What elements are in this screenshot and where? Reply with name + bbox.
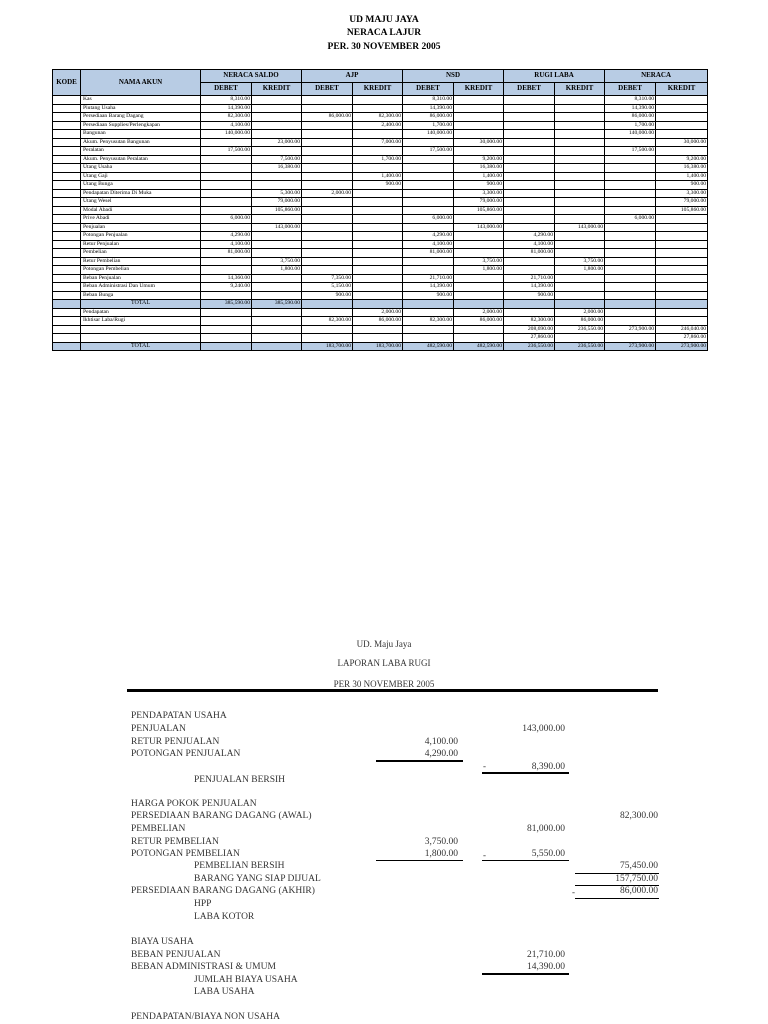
kredit-cell: 86,000.00: [454, 317, 504, 326]
debet-cell: 208,690.00: [504, 325, 555, 334]
debet-cell: 82,300.00: [403, 317, 454, 326]
lr-potongan-penjualan: POTONGAN PENJUALAN: [131, 749, 241, 759]
debet-cell: 5,150.00: [302, 283, 353, 292]
debet-cell: 273,900.00: [605, 342, 656, 351]
kredit-cell: 16,380.00: [454, 164, 504, 173]
kredit-cell: 385,590.00: [252, 300, 302, 309]
kredit-cell: 7,500.00: [252, 155, 302, 164]
lr-penjualan-bersih-val: 8,390.00: [531, 762, 565, 772]
debet-cell: 82,300.00: [302, 317, 353, 326]
account-name: Persediaan Barang Dagang: [81, 113, 201, 122]
debet-cell: 82,300.00: [201, 113, 252, 122]
kredit-cell: 2,400.00: [353, 121, 403, 130]
kredit-cell: 900.00: [656, 181, 708, 190]
kredit-cell: 1,800.00: [454, 266, 504, 275]
lr-persediaan-awal: PERSEDIAAN BARANG DAGANG (AWAL): [131, 811, 312, 821]
lr-potongan-pembelian-val: 1,800.00: [424, 849, 458, 859]
kredit-cell: 3,750.00: [252, 257, 302, 266]
lr-period: PER 30 NOVEMBER 2005: [333, 679, 435, 689]
debet-cell: 17,500.00: [605, 147, 656, 156]
account-name: Ikhtisar Laba/Rugi: [81, 317, 201, 326]
lr-beban-penjualan-val: 21,710.00: [527, 950, 565, 960]
debet-cell: 4,290.00: [201, 232, 252, 241]
lr-non-usaha: PENDAPATAN/BIAYA NON USAHA: [131, 1012, 280, 1022]
col-kode: KODE: [53, 70, 81, 96]
lr-title: LAPORAN LABA RUGI: [337, 658, 431, 668]
kredit-cell: 30,000.00: [454, 138, 504, 147]
kredit-cell: 9,200.00: [656, 155, 708, 164]
kredit-cell: 79,000.00: [252, 198, 302, 207]
debet-cell: 81,000.00: [201, 249, 252, 258]
kredit-cell: 5,300.00: [252, 189, 302, 198]
lr-laba-kotor: LABA KOTOR: [194, 912, 255, 922]
kredit-cell: 246,040.00: [656, 325, 708, 334]
debet-cell: 1,700.00: [605, 121, 656, 130]
col-kredit: KREDIT: [353, 83, 403, 96]
debet-cell: 82,300.00: [504, 317, 555, 326]
debet-cell: 14,390.00: [201, 104, 252, 113]
account-name: Bangunan: [81, 130, 201, 139]
debet-cell: 4,100.00: [504, 240, 555, 249]
lr-biaya-usaha: BIAYA USAHA: [131, 937, 194, 947]
account-name: Potongan Penjualan: [81, 232, 201, 241]
debet-cell: 6,000.00: [605, 215, 656, 224]
debet-cell: 7,350.00: [302, 274, 353, 283]
kredit-cell: 3,300.00: [454, 189, 504, 198]
account-name: Beban Administrasi Dan Umum: [81, 283, 201, 292]
debet-cell: 86,000.00: [403, 113, 454, 122]
report-title: NERACA LAJUR: [346, 28, 422, 38]
lr-barang-siap: BARANG YANG SIAP DIJUAL: [194, 874, 321, 884]
kredit-cell: 16,380.00: [656, 164, 708, 173]
total-label: TOTAL: [81, 300, 201, 309]
debet-cell: 86,000.00: [302, 113, 353, 122]
lr-pembelian: PEMBELIAN: [131, 824, 186, 834]
debet-cell: 4,290.00: [504, 232, 555, 241]
debet-cell: 4,290.00: [403, 232, 454, 241]
group-ajp: AJP: [302, 70, 403, 83]
kredit-cell: 105,860.00: [454, 206, 504, 215]
debet-cell: 183,700.00: [302, 342, 353, 351]
lr-retur-penjualan-val: 4,100.00: [424, 737, 458, 747]
account-name: Beban Penjualan: [81, 274, 201, 283]
lr-beban-admin: BEBAN ADMINISTRASI & UMUM: [131, 962, 276, 972]
debet-cell: 14,360.00: [201, 274, 252, 283]
account-name: Prive Abadi: [81, 215, 201, 224]
lr-company: UD. Maju Jaya: [356, 639, 412, 649]
kredit-cell: 143,000.00: [252, 223, 302, 232]
minus-sign: -: [483, 761, 486, 771]
kredit-cell: 236,550.00: [555, 325, 605, 334]
account-name: Pembelian: [81, 249, 201, 258]
col-debet: DEBET: [605, 83, 656, 96]
kredit-cell: 900.00: [454, 181, 504, 190]
debet-cell: 140,000.00: [605, 130, 656, 139]
kredit-cell: 3,750.00: [555, 257, 605, 266]
col-kredit: KREDIT: [555, 83, 605, 96]
col-debet: DEBET: [504, 83, 555, 96]
account-name: Pendapatan Diterima Di Muka: [81, 189, 201, 198]
lr-penjualan-bersih: PENJUALAN BERSIH: [194, 775, 286, 785]
kredit-cell: 86,000.00: [555, 317, 605, 326]
minus-sign: -: [483, 850, 486, 860]
lr-beban-admin-val: 14,390.00: [527, 962, 565, 972]
debet-cell: 21,710.00: [403, 274, 454, 283]
kredit-cell: 1,400.00: [656, 172, 708, 181]
debet-cell: 140,000.00: [201, 130, 252, 139]
debet-cell: 236,550.00: [504, 342, 555, 351]
debet-cell: 900.00: [302, 291, 353, 300]
debet-cell: 81,000.00: [504, 249, 555, 258]
kredit-cell: 1,800.00: [252, 266, 302, 275]
lr-retur-pembelian: RETUR PEMBELIAN: [131, 837, 219, 847]
account-name: Akum. Penyusutan Peralatan: [81, 155, 201, 164]
debet-cell: 4,100.00: [403, 240, 454, 249]
lr-penjualan-val: 143,000.00: [522, 724, 565, 734]
debet-cell: 14,390.00: [605, 104, 656, 113]
account-name: Potongan Pembelian: [81, 266, 201, 275]
kredit-cell: 16,380.00: [252, 164, 302, 173]
kredit-cell: 482,590.00: [454, 342, 504, 351]
debet-cell: 6,000.00: [201, 215, 252, 224]
debet-cell: 9,240.00: [201, 283, 252, 292]
debet-cell: 14,390.00: [403, 104, 454, 113]
account-name: Peralatan: [81, 147, 201, 156]
group-nsd: NSD: [403, 70, 504, 83]
group-neraca-saldo: NERACA SALDO: [201, 70, 302, 83]
subtotal-rule: [482, 860, 569, 861]
lr-pembelian-val: 81,000.00: [527, 824, 565, 834]
kredit-cell: 105,860.00: [656, 206, 708, 215]
kredit-cell: 82,300.00: [353, 113, 403, 122]
debet-cell: 273,900.00: [605, 325, 656, 334]
lr-penjualan: PENJUALAN: [131, 724, 186, 734]
kredit-cell: 236,550.00: [555, 342, 605, 351]
debet-cell: 4,100.00: [201, 240, 252, 249]
debet-cell: 8,310.00: [605, 96, 656, 105]
account-name: Persediaan Supplies/Perlengkapan: [81, 121, 201, 130]
debet-cell: 86,000.00: [605, 113, 656, 122]
col-kredit: KREDIT: [656, 83, 708, 96]
kredit-cell: 9,200.00: [454, 155, 504, 164]
col-kredit: KREDIT: [454, 83, 504, 96]
lr-laba-usaha: LABA USAHA: [194, 987, 255, 997]
debet-cell: 900.00: [504, 291, 555, 300]
lr-pembelian-bersih: PEMBELIAN BERSIH: [194, 861, 285, 871]
account-name: Utang Bunga: [81, 181, 201, 190]
subtotal-rule: [575, 898, 659, 899]
group-rugi-laba: RUGI LABA: [504, 70, 605, 83]
lr-retur-penjualan: RETUR PENJUALAN: [131, 737, 220, 747]
kredit-cell: 2,000.00: [555, 308, 605, 317]
kredit-cell: 79,000.00: [454, 198, 504, 207]
company-title: UD MAJU JAYA: [349, 15, 419, 25]
debet-cell: 8,310.00: [403, 96, 454, 105]
lr-potongan-pembelian: POTONGAN PEMBELIAN: [131, 849, 240, 859]
kredit-cell: 23,000.00: [252, 138, 302, 147]
kredit-cell: 143,000.00: [555, 223, 605, 232]
debet-cell: 6,000.00: [403, 215, 454, 224]
lr-persediaan-awal-val: 82,300.00: [620, 811, 658, 821]
debet-cell: 17,500.00: [403, 147, 454, 156]
kredit-cell: 79,000.00: [656, 198, 708, 207]
debet-cell: 14,390.00: [403, 283, 454, 292]
kredit-cell: 900.00: [353, 181, 403, 190]
kredit-cell: 3,750.00: [454, 257, 504, 266]
kredit-cell: 273,900.00: [656, 342, 708, 351]
debet-cell: 140,000.00: [403, 130, 454, 139]
debet-cell: 27,860.00: [504, 334, 555, 343]
lr-hpp: HPP: [194, 899, 212, 909]
lr-potongan-pembelian-total: 5,550.00: [531, 849, 565, 859]
kredit-cell: 27,860.00: [656, 334, 708, 343]
col-debet: DEBET: [201, 83, 252, 96]
kredit-cell: 86,000.00: [353, 317, 403, 326]
kredit-cell: 30,000.00: [656, 138, 708, 147]
subtotal-rule: [376, 760, 463, 762]
debet-cell: 4,100.00: [201, 121, 252, 130]
kredit-cell: 105,860.00: [252, 206, 302, 215]
kredit-cell: 1,400.00: [454, 172, 504, 181]
subtotal-rule: [482, 772, 569, 774]
debet-cell: 1,700.00: [403, 121, 454, 130]
debet-cell: 385,590.00: [201, 300, 252, 309]
account-name: Retur Pembelian: [81, 257, 201, 266]
debet-cell: 900.00: [403, 291, 454, 300]
group-neraca: NERACA: [605, 70, 708, 83]
account-name: Utang Usaha: [81, 164, 201, 173]
account-name: Modal Abadi: [81, 206, 201, 215]
debet-cell: 21,710.00: [504, 274, 555, 283]
debet-cell: 2,000.00: [302, 189, 353, 198]
kredit-cell: 2,000.00: [454, 308, 504, 317]
col-nama-akun: NAMA AKUN: [81, 70, 201, 96]
account-name: Retur Penjualan: [81, 240, 201, 249]
subtotal-rule: [376, 860, 463, 861]
debet-cell: 14,390.00: [504, 283, 555, 292]
lr-jumlah-biaya: JUMLAH BIAYA USAHA: [194, 975, 298, 985]
header-rule: [127, 689, 658, 692]
account-name: Akum. Penyusutan Bangunan: [81, 138, 201, 147]
lr-persediaan-akhir-val: 86,000.00: [620, 886, 658, 896]
account-name: Utang Wesel: [81, 198, 201, 207]
debet-cell: 8,310.00: [201, 96, 252, 105]
minus-sign: -: [572, 887, 575, 897]
lr-barang-siap-val: 157,750.00: [615, 874, 658, 884]
account-name: Piutang Usaha: [81, 104, 201, 113]
lr-hpp-head: HARGA POKOK PENJUALAN: [131, 799, 257, 809]
lr-retur-pembelian-val: 3,750.00: [424, 837, 458, 847]
lr-pembelian-bersih-val: 75,450.00: [620, 861, 658, 871]
total-label: TOTAL: [81, 342, 201, 351]
col-debet: DEBET: [302, 83, 353, 96]
subtotal-rule: [482, 973, 569, 975]
kredit-cell: 1,700.00: [353, 155, 403, 164]
report-period: PER. 30 NOVEMBER 2005: [327, 42, 441, 52]
debet-cell: 482,590.00: [403, 342, 454, 351]
kredit-cell: 2,000.00: [353, 308, 403, 317]
account-name: Beban Bunga: [81, 291, 201, 300]
account-name: Utang Gaji: [81, 172, 201, 181]
col-debet: DEBET: [403, 83, 454, 96]
kredit-cell: 1,800.00: [555, 266, 605, 275]
kredit-cell: 3,300.00: [656, 189, 708, 198]
account-name: Kas: [81, 96, 201, 105]
lr-potongan-penjualan-val: 4,290.00: [424, 749, 458, 759]
lr-persediaan-akhir: PERSEDIAAN BARANG DAGANG (AKHIR): [131, 886, 315, 896]
col-kredit: KREDIT: [252, 83, 302, 96]
kredit-cell: 1,400.00: [353, 172, 403, 181]
kredit-cell: 183,700.00: [353, 342, 403, 351]
kredit-cell: 7,000.00: [353, 138, 403, 147]
account-name: Pendapatan: [81, 308, 201, 317]
debet-cell: 81,000.00: [403, 249, 454, 258]
lr-pendapatan-usaha: PENDAPATAN USAHA: [131, 711, 227, 721]
account-name: Penjualan: [81, 223, 201, 232]
debet-cell: 17,500.00: [201, 147, 252, 156]
lr-beban-penjualan: BEBAN PENJUALAN: [131, 950, 221, 960]
kredit-cell: 143,000.00: [454, 223, 504, 232]
